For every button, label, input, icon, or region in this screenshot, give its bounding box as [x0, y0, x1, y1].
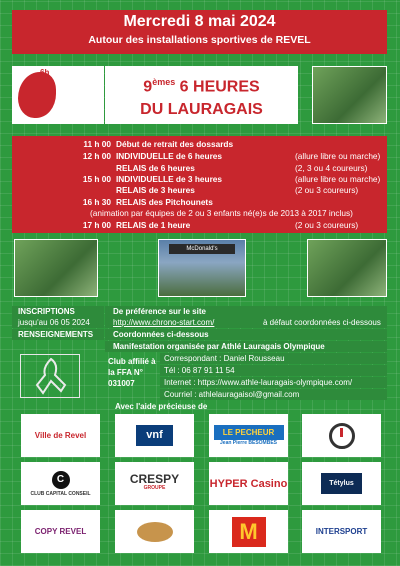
event-logo — [12, 66, 104, 124]
schedule-event: (animation par équipes de 2 ou 3 enfants né(e)s de 2013 à 2017 inclus) — [90, 208, 353, 218]
support-title: Avec l'aide précieuse de — [115, 402, 208, 411]
sponsor-crespy — [115, 462, 194, 505]
banner-text: McDonald's — [169, 244, 235, 254]
logo-text: 6h — [40, 68, 50, 77]
schedule-time: 11 h 00 — [83, 139, 111, 149]
schedule-event: INDIVIDUELLE de 3 heures — [116, 174, 223, 184]
renseignements-label: RENSEIGNEMENTS — [18, 330, 94, 339]
sponsor-label: Tétylus — [321, 473, 362, 494]
fallback-text: à défaut coordonnées ci-dessous — [263, 318, 381, 327]
sponsor-club-capital-conseil — [21, 462, 100, 505]
inscriptions-date: jusqu'au 06 05 2024 — [18, 318, 90, 327]
schedule-event: RELAIS de 1 heure — [116, 220, 191, 230]
title-line-1 — [105, 66, 298, 99]
finish-line-photo — [158, 239, 246, 297]
schedule-time: 12 h 00 — [82, 151, 111, 161]
schedule-row — [12, 163, 387, 174]
sponsor-hyper-casino — [209, 462, 288, 505]
sponsor-copy-revel — [21, 510, 100, 553]
schedule-note: (allure libre ou marche) — [295, 174, 381, 184]
website-line — [105, 317, 387, 328]
renseignements-label-box — [12, 329, 104, 340]
schedule-note: (allure libre ou marche) — [295, 151, 381, 161]
schedule-event: RELAIS de 6 heures — [116, 163, 195, 173]
runner-figure-icon — [21, 355, 79, 397]
runners-photo-left — [14, 239, 98, 297]
inscriptions-label: INSCRIPTIONS — [18, 307, 75, 316]
correspondant-text: Correspondant : Daniel Rousseau — [164, 354, 285, 363]
sponsor-label: HYPER Casino — [209, 477, 288, 490]
title-ordinal: 9 — [143, 78, 153, 96]
sponsor-bakery — [115, 510, 194, 553]
organiser-box — [105, 341, 387, 352]
sponsor-sub: GROUPE — [143, 484, 166, 491]
preference-text: De préférence sur le site — [113, 307, 206, 316]
sponsor-label: Ville de Revel — [34, 431, 87, 440]
schedule-time: 16 h 30 — [82, 197, 111, 207]
schedule-row — [12, 185, 387, 196]
sponsor-ville-revel — [21, 414, 100, 457]
bread-icon — [137, 522, 173, 542]
header-banner — [12, 10, 387, 54]
schedule-note: (2 ou 3 coureurs) — [295, 220, 359, 230]
capital-conseil-icon: C — [52, 471, 70, 489]
event-title — [105, 66, 298, 124]
sponsor-vnf — [115, 414, 194, 457]
telephone-row — [160, 365, 387, 376]
sponsor-stopwatch — [302, 414, 381, 457]
sponsor-label: LE PECHEUR — [214, 425, 284, 440]
sponsor-sub: Jean Pierre BESOMBES — [220, 439, 277, 446]
telephone-text: Tél : 06 87 91 11 54 — [164, 366, 235, 375]
schedule-note: (2 ou 3 coureurs) — [295, 185, 359, 195]
stopwatch-icon — [329, 423, 355, 449]
logo-shape-icon — [18, 72, 56, 118]
sponsor-label: vnf — [136, 425, 173, 446]
schedule-row — [12, 220, 387, 231]
correspondant-row — [160, 353, 387, 364]
schedule-event: RELAIS des Pitchounets — [116, 197, 213, 207]
schedule-row — [12, 174, 387, 185]
schedule-row — [12, 197, 387, 208]
sponsor-label: CLUB CAPITAL CONSEIL — [30, 490, 91, 497]
club-affiliation: Club affilié à la FFA N° 031007 — [108, 357, 156, 388]
schedule-row — [12, 151, 387, 162]
event-location: Autour des installations sportives de REVEL — [88, 34, 311, 46]
title-ordinal-suffix: èmes — [152, 77, 176, 87]
organiser-text: Manifestation organisée par Athlé Lauragais Olympique — [113, 342, 325, 351]
title-line-2: DU LAURAGAIS — [140, 101, 263, 119]
sponsor-intersport — [302, 510, 381, 553]
coordonnees-text: Coordonnées ci-dessous — [113, 330, 209, 339]
courriel-row — [160, 389, 387, 400]
sponsor-tetylus — [302, 462, 381, 505]
sponsor-label: M — [232, 517, 266, 547]
website-link[interactable]: http://www.chrono-start.com/ — [113, 318, 215, 327]
sponsor-label: CRESPY — [129, 471, 180, 486]
inscriptions-info — [105, 306, 387, 328]
event-date: Mercredi 8 mai 2024 — [123, 13, 276, 30]
schedule-event: INDIVIDUELLE de 6 heures — [116, 151, 223, 161]
schedule-row — [12, 208, 387, 219]
schedule-time: 17 h 00 — [82, 220, 111, 230]
club-logo — [20, 354, 80, 398]
schedule-event: RELAIS de 3 heures — [116, 185, 195, 195]
schedule-row — [12, 139, 387, 150]
sponsor-le-pecheur — [209, 414, 288, 457]
internet-row — [160, 377, 387, 388]
coordonnees-box — [105, 329, 387, 340]
title-line1-rest: 6 HEURES — [175, 78, 260, 96]
runners-photo-top — [312, 66, 387, 124]
schedule-table — [12, 136, 387, 233]
internet-link[interactable]: Internet : https://www.athle-lauragais-olympique.com/ — [164, 378, 353, 387]
inscriptions-block — [12, 306, 104, 328]
schedule-note: (2, 3 ou 4 coureurs) — [295, 163, 368, 173]
schedule-time: 15 h 00 — [82, 174, 111, 184]
sponsor-label: COPY REVEL — [34, 527, 87, 536]
courriel-link[interactable]: Courriel : athlelauragaisol@gmail.com — [164, 390, 300, 399]
sponsor-mcdonalds — [209, 510, 288, 553]
runners-photo-right — [307, 239, 387, 297]
schedule-event: Début de retrait des dossards — [116, 139, 234, 149]
sponsor-label: INTERSPORT — [315, 527, 368, 536]
sponsors-grid — [21, 414, 381, 554]
